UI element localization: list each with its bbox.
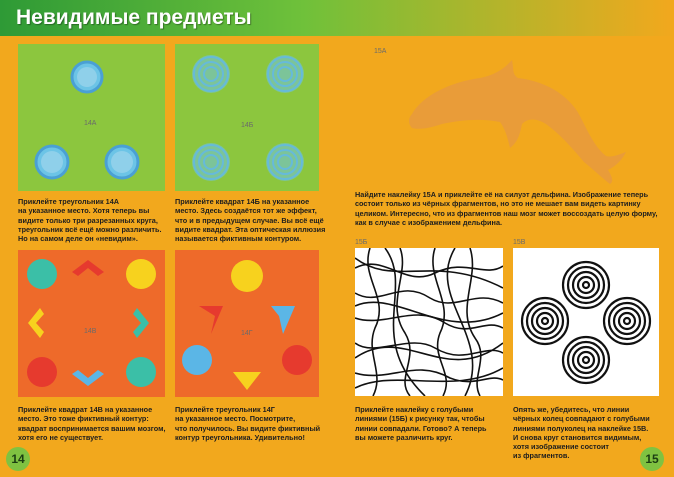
dolphin-silhouette bbox=[350, 44, 670, 184]
panel-14a-illustration bbox=[18, 44, 165, 191]
panel-label-15v: 15В bbox=[513, 239, 526, 246]
panel-15b bbox=[355, 239, 503, 396]
caption-15v: Опять же, убедитесь, что линии чёрных колец совпадают с голубыми линиями полуколец на наклейке 15В. И снова круг становится видимым, хотя изображение состоит из фрагментов. bbox=[513, 405, 650, 461]
panel-14g bbox=[175, 250, 319, 397]
page-title: Невидимые предметы bbox=[16, 6, 252, 29]
panel-label-14b: 14Б bbox=[241, 122, 254, 129]
caption-15a: Найдите наклейку 15А и приклейте её на силуэт дельфина. Изображение теперь состоит только из чёрных фрагментов, но это не мешает вам видеть картинку целиком. Интересно, что из фрагментов наш мозг может воссоздать целую форму, как в случае с изображением дельфина. bbox=[355, 190, 658, 227]
panel-14v bbox=[18, 250, 165, 397]
panel-15v bbox=[513, 239, 659, 396]
panel-14v-illustration bbox=[18, 250, 165, 397]
panel-label-14a: 14А bbox=[84, 120, 97, 127]
caption-14b: Приклейте квадрат 14Б на указанное место. Здесь создаётся тот же эффект, что и в предыдущем случае. Вы всё ещё видите квадрат. Эта оптическая иллюзия называется фиктивным контуром. bbox=[175, 197, 326, 244]
panel-label-15b: 15Б bbox=[355, 239, 368, 246]
caption-15b: Приклейте наклейку с голубыми линиями (15Б) к рисунку так, чтобы линии совпадали. Готово? А теперь вы можете различить круг. bbox=[355, 405, 487, 442]
caption-14v: Приклейте квадрат 14В на указанное место. Это тоже фиктивный контур: квадрат воспринимается вашим мозгом, хотя его не существует. bbox=[18, 405, 166, 442]
panel-14a bbox=[18, 44, 165, 191]
panel-15b-wavy-lines bbox=[355, 248, 503, 396]
page-number-right: 15 bbox=[640, 447, 664, 471]
panel-label-14v: 14В bbox=[84, 328, 97, 335]
panel-14b-illustration bbox=[175, 44, 319, 191]
panel-15a bbox=[350, 44, 670, 184]
panel-14g-illustration bbox=[175, 250, 319, 397]
panel-15v-concentric-rings bbox=[513, 248, 659, 396]
caption-14a: Приклейте треугольник 14А на указанное место. Хотя теперь вы видите только три разрезанных круга, треугольник всё ещё можно различить. Но на самом деле он «невидим». bbox=[18, 197, 162, 244]
panel-label-15a: 15А bbox=[374, 48, 387, 55]
panel-14b bbox=[175, 44, 319, 191]
page-number-left: 14 bbox=[6, 447, 30, 471]
panel-label-14g: 14Г bbox=[241, 330, 253, 337]
caption-14g: Приклейте треугольник 14Г на указанное место. Посмотрите, что получилось. Вы видите фиктивный контур треугольника. Удивительно! bbox=[175, 405, 321, 442]
